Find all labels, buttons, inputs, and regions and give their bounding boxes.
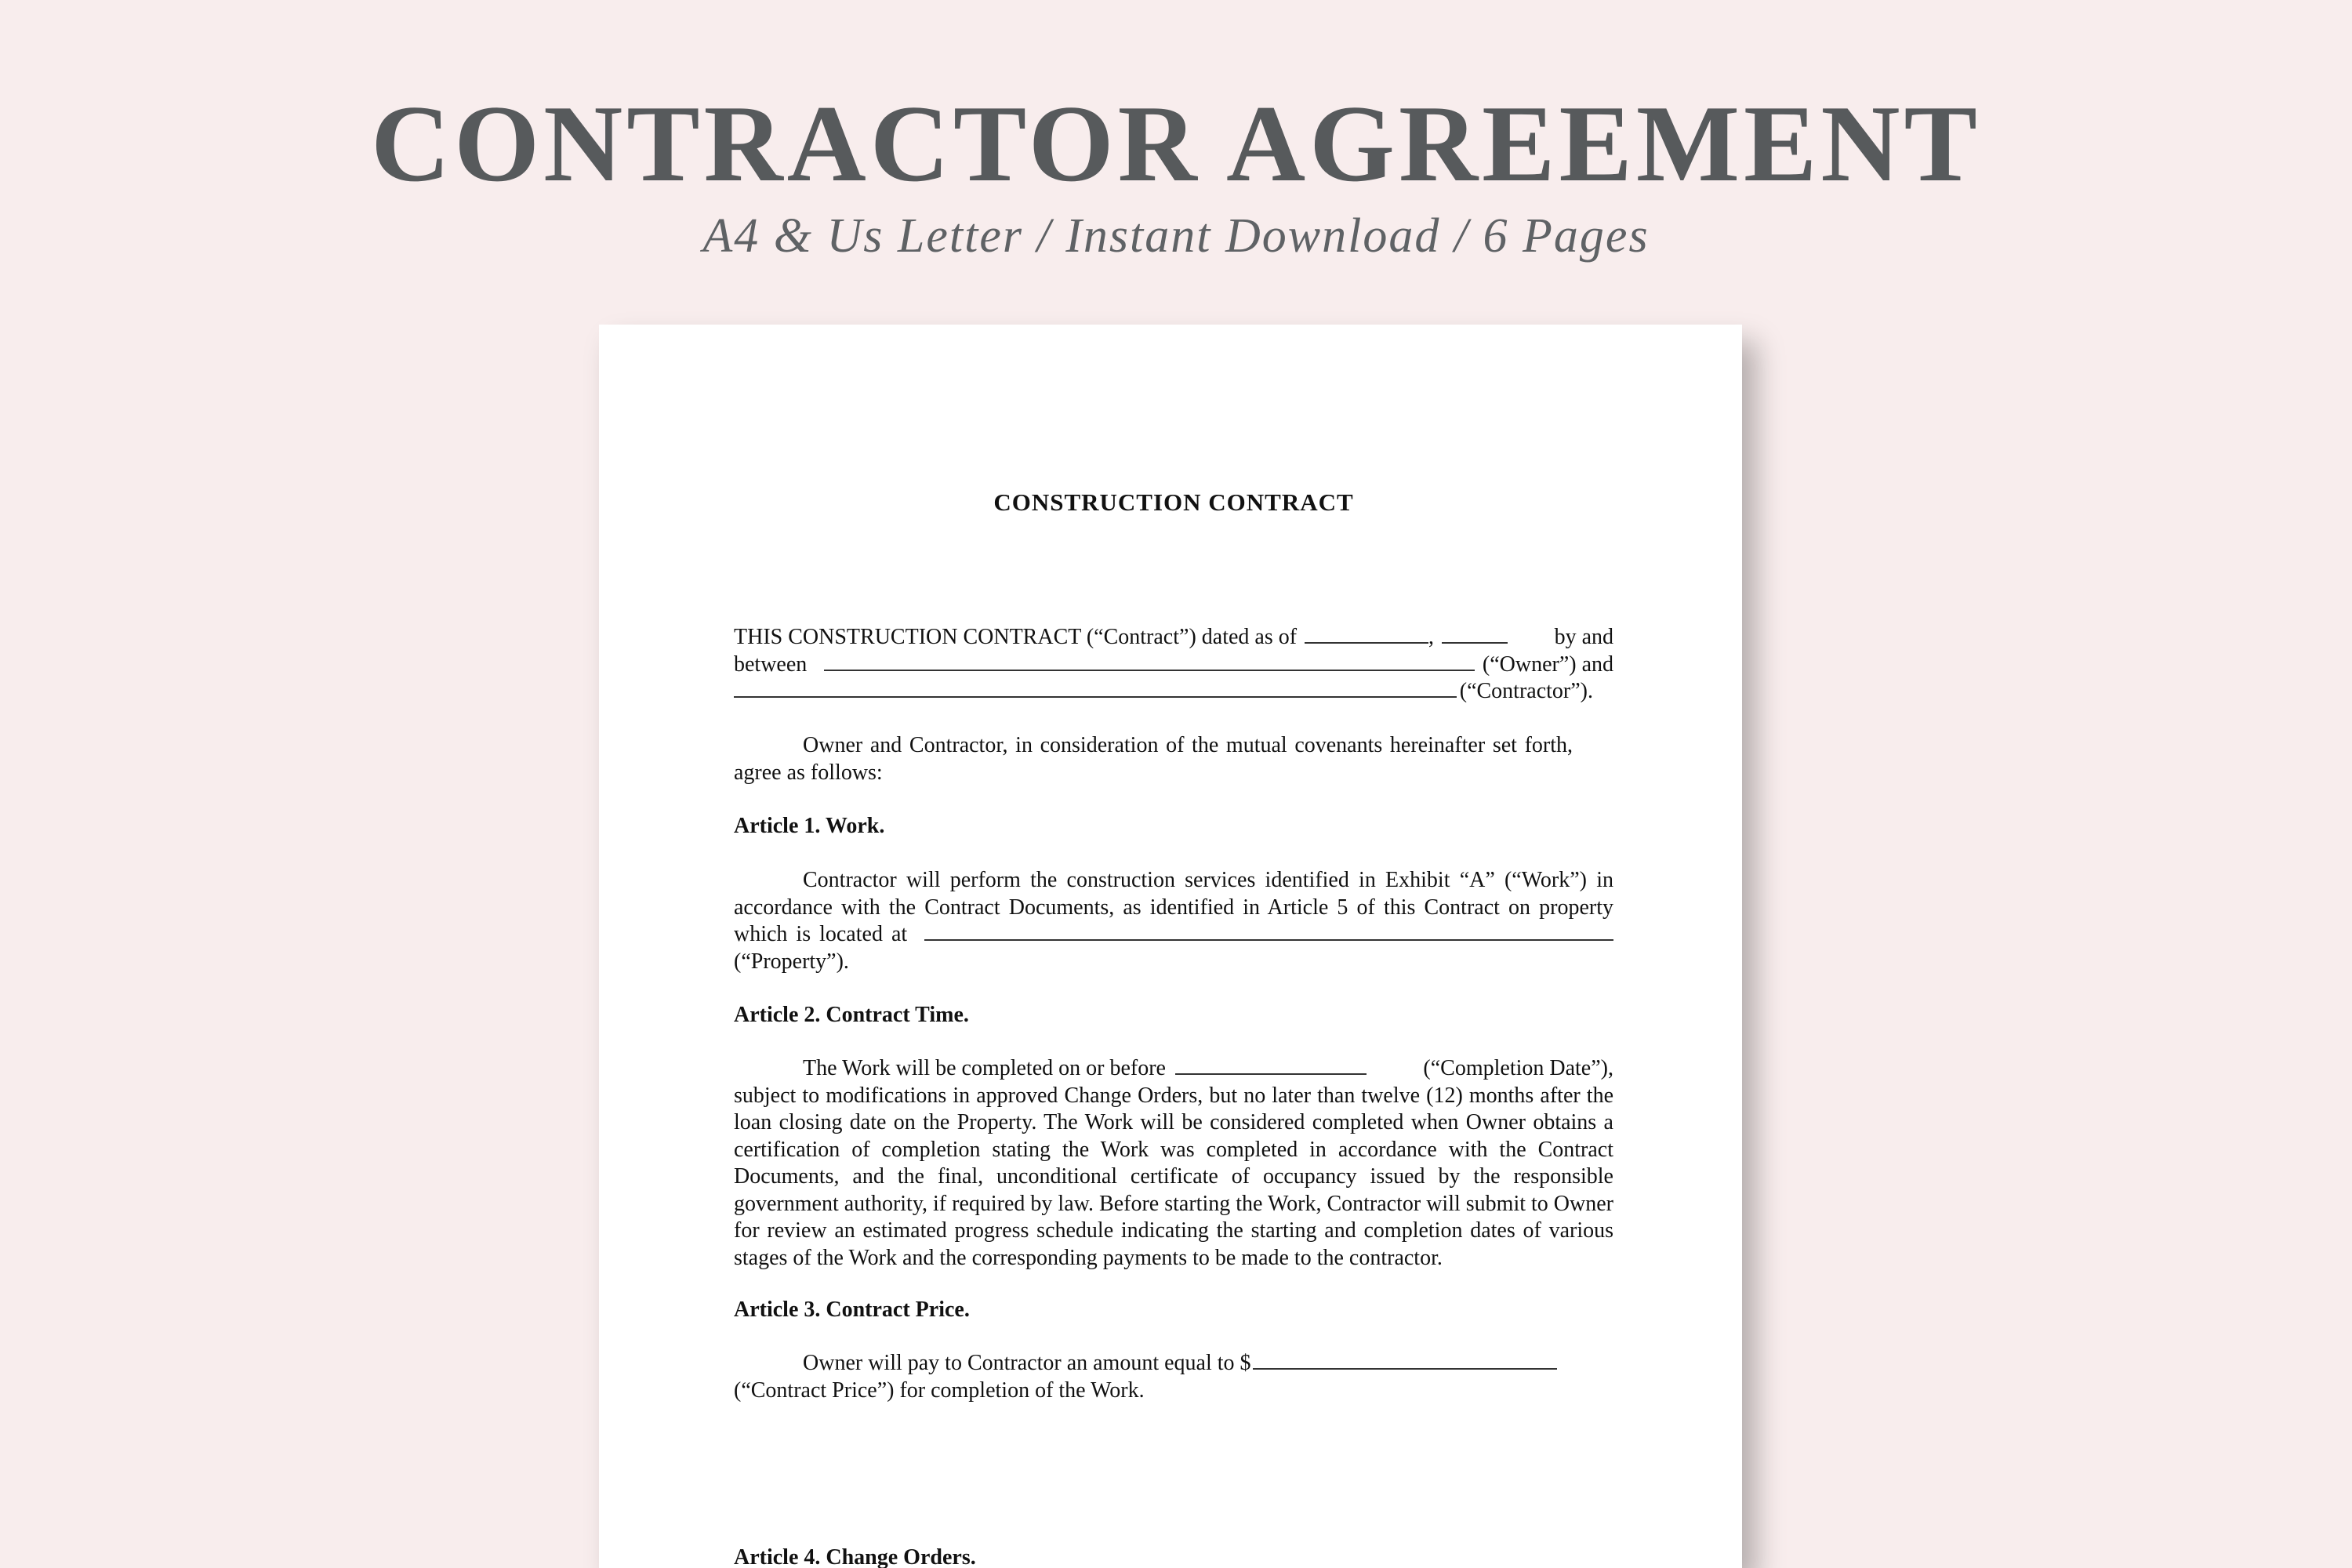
- intro-owner: (“Owner”) and: [1482, 652, 1613, 677]
- article-1-text: Contractor will perform the construction services identified in Exhibit “A” (“Work”) in accordance with the Contract Documents, as identified in Article 5 of this Contract on property: [734, 868, 1613, 920]
- owner-name-blank[interactable]: [824, 652, 1475, 671]
- intro-line-2: [734, 652, 1613, 679]
- article-2-before: The Work will be completed on or before: [803, 1056, 1166, 1080]
- intro-line-1: [734, 624, 1613, 652]
- article-1-property: (“Property”).: [734, 949, 849, 974]
- article-3-amount: Owner will pay to Contractor an amount equal to $: [803, 1351, 1251, 1375]
- intro-contractor: (“Contractor”).: [1459, 679, 1593, 703]
- intro-text-1: THIS CONSTRUCTION CONTRACT (“Contract”) dated as of: [734, 625, 1298, 649]
- article-3-first-line: [734, 1350, 1613, 1377]
- consideration-paragraph: Owner and Contractor, in consideration of the mutual covenants hereinafter set forth, agree as follows:: [734, 733, 1573, 785]
- article-1-located-at: which is located at: [734, 922, 908, 946]
- contractor-name-blank[interactable]: [734, 679, 1457, 698]
- article-3-contract-price: (“Contract Price”) for completion of the Work.: [734, 1377, 1145, 1403]
- article-1-paragraph: [734, 867, 1613, 975]
- article-2-completion-date: (“Completion Date”),: [1423, 1056, 1613, 1080]
- document-page: [599, 325, 1742, 1568]
- property-address-blank[interactable]: [924, 922, 1613, 941]
- contract-price-blank[interactable]: [1253, 1351, 1557, 1370]
- intro-by-and: by and: [1554, 625, 1613, 649]
- intro-line-3: [734, 678, 1613, 706]
- banner-title: CONTRACTOR AGREEMENT: [371, 83, 1981, 205]
- completion-date-blank[interactable]: [1175, 1056, 1367, 1075]
- article-1-heading: Article 1. Work.: [734, 814, 885, 838]
- year-blank[interactable]: [1442, 625, 1508, 644]
- article-3-paragraph: [734, 1350, 1613, 1404]
- intro-comma: ,: [1428, 625, 1435, 649]
- article-4-heading: Article 4. Change Orders.: [734, 1545, 976, 1568]
- banner-subtitle: A4 & Us Letter / Instant Download / 6 Pages: [702, 209, 1650, 263]
- article-1-location-line: [734, 921, 1613, 949]
- article-2-first-line: [734, 1055, 1613, 1083]
- document-title: CONSTRUCTION CONTRACT: [993, 488, 1354, 516]
- article-2-heading: Article 2. Contract Time.: [734, 1003, 969, 1027]
- article-2-paragraph: [734, 1055, 1613, 1272]
- intro-paragraph: [734, 624, 1613, 706]
- date-blank[interactable]: [1305, 625, 1428, 644]
- article-3-heading: Article 3. Contract Price.: [734, 1298, 970, 1322]
- article-2-text: subject to modifications in approved Change Orders, but no later than twelve (12) months after the loan closing date on the Property. The Work will be considered completed when Owner obtains a certification of completion stating the Work was completed in accordance with the Contract Documents, and the final, unconditional certificate of occupancy issued by the responsible government authority, if required by law. Before starting the Work, Contractor will submit to Owner for review an estimated progress schedule indicating the starting and completion dates of various stages of the Work and the corresponding payments to be made to the contractor.: [734, 1083, 1613, 1270]
- intro-between: between: [734, 652, 808, 677]
